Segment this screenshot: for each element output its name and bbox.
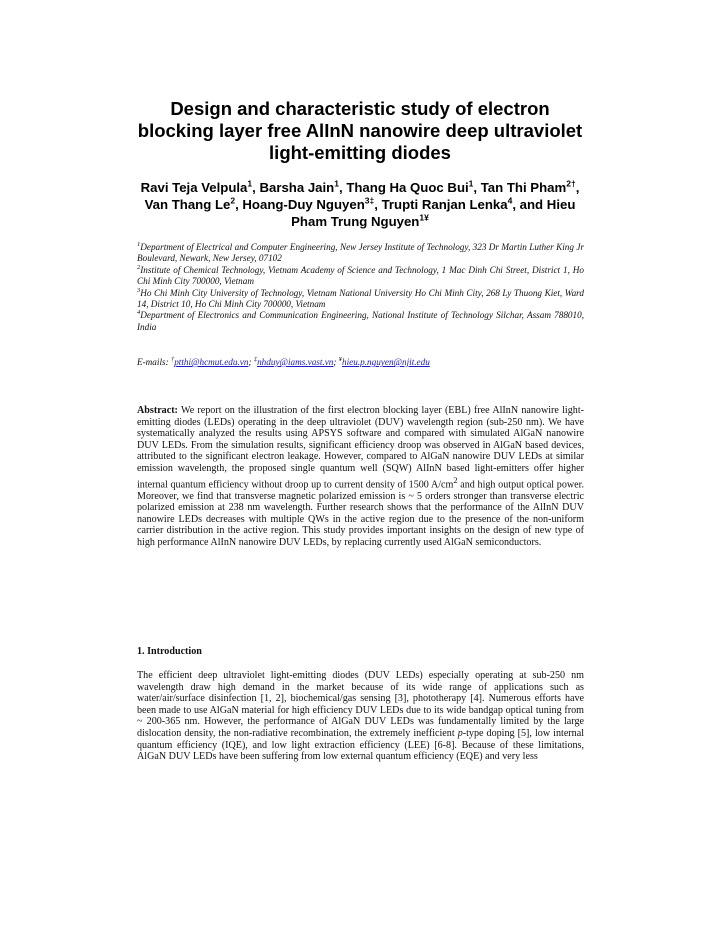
emails-label: E-mails: — [137, 357, 169, 367]
section-heading: 1. Introduction — [137, 646, 202, 657]
author-name: Ravi Teja Velpula — [140, 180, 248, 195]
email-link[interactable]: ptthi@hcmut.edu.vn — [174, 357, 249, 367]
affiliation: $^2$Institute of Chemical Technology, Vietnam Academy of Science and Technology, 1 Mac Dinh Chi Street, District 1, Ho Chi Minh City 700000, Vietnam — [137, 263, 584, 287]
author-name: Trupti Ranjan Lenka — [381, 197, 508, 212]
paper-title: Design and characteristic study of electron blocking layer free AlInN nanowire deep ultraviolet light-emitting diodes — [137, 98, 583, 163]
author-affil-marker: 2 — [230, 195, 236, 206]
author-affil-marker: 1 — [468, 178, 474, 189]
author-affil-marker: 2† — [566, 178, 576, 189]
abstract: Abstract: We report on the illustration of the first electron blocking layer (EBL) free AlInN nanowire light-emitting diodes (LEDs) operating in the deep ultraviolet (DUV) wavelength region (sub-250 nm). We have systematically analyzed the results using APSYS software and compared with simulated AlGaN nanowire DUV LEDs. From the simulation results, significant efficiency droop was observed in AlGaN based devices, attributed to the significant electron leakage. However, compared to AlGaN nanowire DUV LEDs at similar emission wavelength, the proposed single quantum well (SQW) AlInN based light-emitters offer higher internal quantum efficiency without droop up to current density of 1500 $A/cm^2$ and high output optical power. Moreover, we find that transverse magnetic polarized emission is ~ 5 orders stronger than transverse electric polarized emission at 238 nm wavelength. Further research shows that the performance of the AlInN DUV nanowire LEDs decreases with multiple QWs in the active region due to the presence of the non-uniform carrier distribution in the active region. This study provides important insights on the design of new type of high performance AlInN nanowire DUV LEDs, by replacing currently used AlGaN semiconductors. — [137, 405, 584, 548]
affiliation: $^1$Department of Electrical and Computer Engineering, New Jersey Institute of Technology, 323 Dr Martin Luther King Jr Boulevard, Newark, New Jersey, 07102 — [137, 240, 584, 264]
email-link[interactable]: nhduy@iams.vast.vn — [257, 357, 334, 367]
abstract-text: We report on the illustration of the first electron blocking layer (EBL) free AlInN nanowire light-emitting diodes (LEDs) operating in the deep ultraviolet (DUV) wavelength region (sub-250 nm). We have systematically analyzed the results using APSYS software and compared with simulated AlGaN nanowire DUV LEDs. From the simulation results, significant efficiency droop was observed in AlGaN based devices, attributed to the significant electron leakage. However, compared to AlGaN nanowire DUV LEDs at similar emission wavelength, the proposed single quantum well (SQW) AlInN based light-emitters offer higher internal quantum efficiency without droop up to current density of 1500 A/cm — [137, 405, 584, 490]
email-line: E-mails: †ptthi@hcmut.edu.vn; ‡nhduy@iams.vast.vn; ¥hieu.p.nguyen@njit.edu — [137, 355, 430, 367]
author-list: Ravi Teja Velpula$^1$, Barsha Jain$^1$, Thang Ha Quoc Bui$^1$, Tan Thi Pham$^{2\dagger}$, Van Thang Le$^2$, Hoang-Duy Nguyen$^{3\ddagger}$, Trupti Ranjan Lenka$^4$, and Hieu Pham Trung Nguyen$^{1¥}$ — [140, 178, 580, 229]
author-name: Hieu Pham Trung Nguyen — [291, 197, 576, 229]
author-name: Van Thang Le — [144, 197, 231, 212]
author-affil-marker: 4 — [507, 195, 513, 206]
email-link[interactable]: hieu.p.nguyen@njit.edu — [342, 357, 430, 367]
abstract-heading: Abstract: — [137, 405, 178, 416]
affiliation: $^4$Department of Electronics and Communication Engineering, National Institute of Technology Silchar, Assam 788010, India — [137, 309, 584, 332]
author-affil-marker: 1 — [334, 178, 339, 189]
authors-conjunction: and — [519, 197, 544, 212]
author-affil-marker: 1 — [247, 178, 253, 189]
affiliation-list — [137, 242, 584, 333]
author-name: Tan Thi Pham — [480, 180, 567, 195]
author-name: Thang Ha Quoc Bui — [346, 180, 469, 195]
abstract-text-cont: and high output optical power. Moreover, we find that transverse magnetic polarized emission is ~ 5 orders stronger than transverse electric polarized emission at 238 nm wavelength. Further research shows that the performance of the AlInN DUV nanowire LEDs decreases with multiple QWs in the active region due to the presence of the non-uniform carrier distribution in the active region. This study provides important insights on the design of new type of high performance AlInN nanowire DUV LEDs, by replacing currently used AlGaN semiconductors. — [137, 478, 584, 548]
author-affil-marker: 3‡ — [364, 195, 375, 206]
author-name: Barsha Jain — [259, 180, 335, 195]
author-name: Hoang-Duy Nguyen — [242, 197, 365, 212]
introduction-paragraph: The efficient deep ultraviolet light-emitting diodes (DUV LEDs) especially operating at sub-250 nm wavelength draw high demand in the market because of its wide range of applications such as water/air/surface disinfection [1, 2], biochemical/gas sensing [3], phototherapy [4]. Numerous efforts have been made to use AlGaN material for high efficiency DUV LEDs due to its wide bandgap optical tuning from ~ 200-365 nm. However, the performance of AlGaN DUV LEDs was fundamentally limited by the large dislocation density, the non-radiative recombination, the extremely inefficient p-type doping [5], low internal quantum efficiency (IQE), and low light extraction efficiency (LEE) [6-8]. Because of these limitations, AlGaN DUV LEDs have been suffering from low external quantum efficiency (EQE) and very less — [137, 670, 585, 763]
author-affil-marker: 1¥ — [419, 212, 429, 223]
affiliation: $^3$Ho Chi Minh City University of Technology, Vietnam National University Ho Chi Minh City, 268 Ly Thuong Kiet, Ward 14, District 10, Ho Chi Minh City 700000, Vietnam — [137, 286, 584, 310]
